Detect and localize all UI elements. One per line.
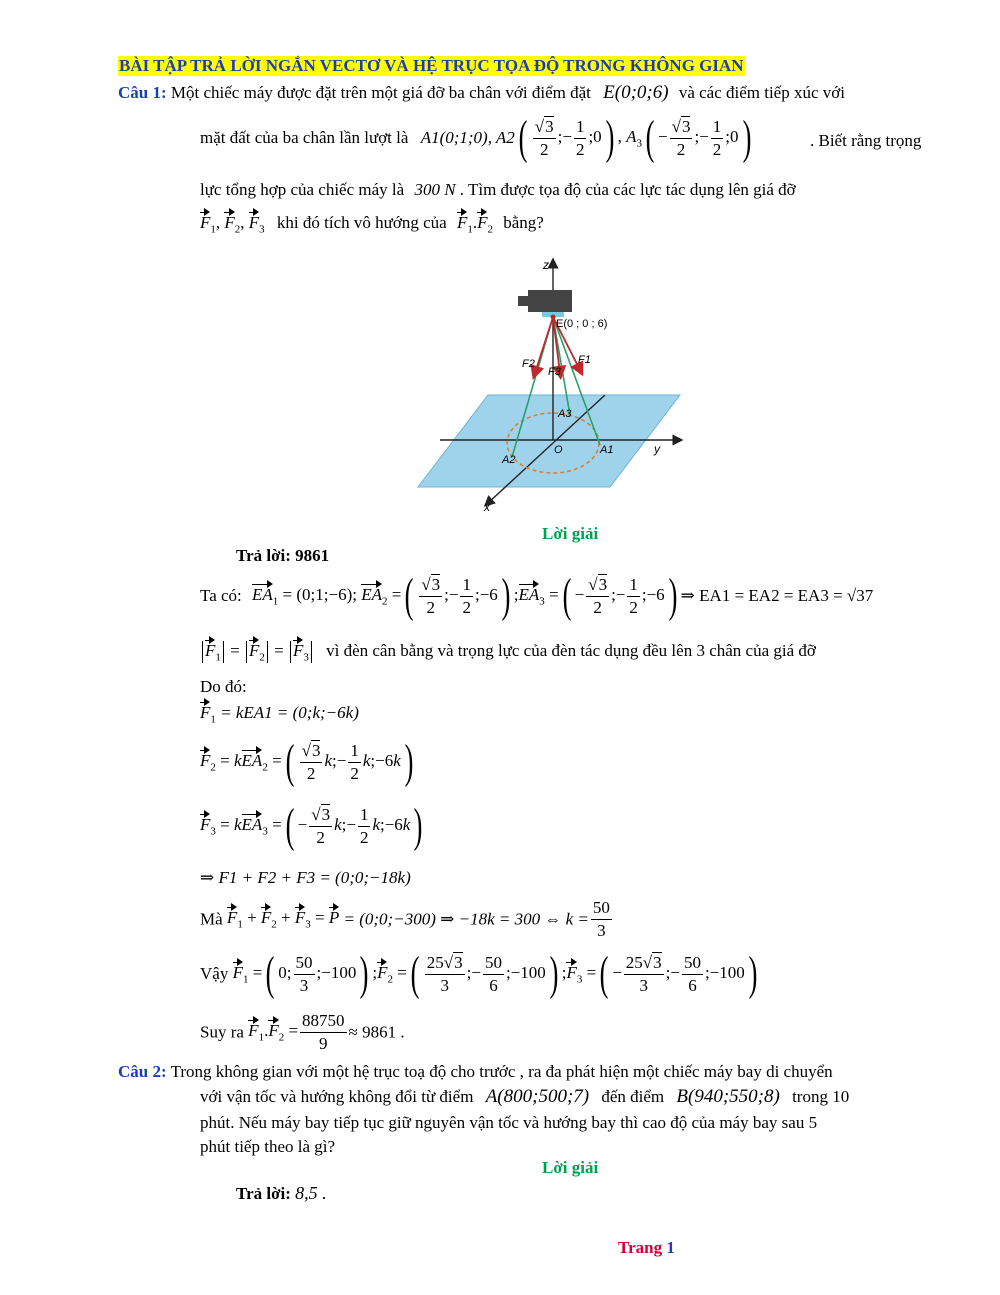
label-f2: F2 <box>522 358 535 370</box>
answer-2-label: Trả lời: <box>236 1184 291 1203</box>
do-do-text: Do đó: <box>200 677 247 696</box>
label-a3: A3 <box>558 408 572 420</box>
page-number: 1 <box>666 1238 675 1257</box>
label-a1: A1 <box>600 444 614 456</box>
label-f1: F1 <box>578 354 591 366</box>
question-1-line-4-text: khi đó tích vô hướng của <box>276 213 447 232</box>
question-1-line-3-text: lực tổng hợp của chiếc máy là <box>200 180 405 199</box>
question-1-line-3-end: . Tìm được tọa độ của các lực tác dụng lên giá đỡ <box>459 180 796 199</box>
label-x: x <box>484 500 490 514</box>
solution-label-1: Lời giải <box>542 524 599 543</box>
ea1-value: = (0;1;−6); <box>282 584 357 604</box>
vay-text: Vậy <box>200 964 229 983</box>
answer-2 <box>236 1183 327 1204</box>
label-z: z <box>543 258 549 272</box>
sum-equation <box>200 868 411 888</box>
f3-equation: $F_3 = kEA_3$ =( − $\frac{√3}{2}$ k;− $\frac{1}{2}$ k;−6k) <box>200 799 423 852</box>
page-word: Trang <box>618 1238 663 1257</box>
question-1-label: Câu 1: <box>118 83 167 102</box>
approx-result: ≈ 9861 . <box>348 1022 405 1042</box>
point-a1-a2: A1(0;1;0), A2 <box>420 128 515 147</box>
label-e: E(0 ; 0 ; 6) <box>556 318 608 330</box>
label-o: O <box>554 444 563 456</box>
suy-ra-text: Suy ra <box>200 1022 244 1042</box>
question-2-line-2 <box>200 1086 950 1108</box>
label-f3: F3 <box>548 366 561 378</box>
magnitude-line: $F_1 = F_2 = F_3$ vì đèn cân bằng và trọng lực của đèn tác dụng đều lên 3 chân của giá đỡ <box>200 641 816 663</box>
force-value: 300 N <box>414 180 456 199</box>
tripod-figure <box>410 255 690 520</box>
point-b: B(940;550;8) <box>676 1086 780 1107</box>
page-title: BÀI TẬP TRẢ LỜI NGẮN VECTƠ VÀ HỆ TRỤC TỌA ĐỘ TRONG KHÔNG GIAN <box>119 56 744 75</box>
f2-equation: $F_2 = kEA_2$ =( $\frac{√3}{2}$ k;− $\frac{1}{2}$ k;−6k) <box>200 735 414 788</box>
sum-value: ⇒ F1 + F2 + F3 = (0;0;−18k) <box>200 868 411 887</box>
ma-text: Mà <box>200 909 223 929</box>
equilibrium-reason: vì đèn cân bằng và trọng lực của đèn tác dụng đều lên 3 chân của giá đỡ <box>326 641 816 660</box>
vay-equation: Vậy $F_1$ =( 0; $\frac{50}{3}$ ;−100) $;F_2$ =( $\frac{25√3}{3}$ ;− $\frac{50}{6}$ ;−100) $;F_3$ =( − $\frac{25√3}{3}$ ;− $\frac{50}{6}$ ;−100) <box>200 947 758 1000</box>
ma-equation: Mà $F_1 + F_2 + F_3 = P$ = (0;0;−300) ⇒ −18k = 300 ⇔ k = $\frac{50}{3}$ <box>200 898 610 940</box>
suy-ra-equation: Suy ra $F_1.F_2$ = $\frac{88750}{9}$ ≈ 9861 . <box>200 1011 405 1053</box>
f1-equation: $F_1 = kEA1$ = (0;k;−6k) <box>200 703 359 726</box>
question-2-line-4: phút tiếp theo là gì? <box>200 1137 336 1156</box>
question-2-line-1 <box>118 1062 950 1082</box>
point-a: A(800;500;7) <box>485 1086 590 1107</box>
question-1-line-2: mặt đất của ba chân lần lượt là A1(0;1;0), A2( $\frac{√3}{2}$ ;− $\frac{1}{2}$ ;0) , $A_3$( − $\frac{√3}{2}$ ;− $\frac{1}{2}$ ;0) <box>200 111 751 164</box>
question-1-line-3 <box>200 180 950 200</box>
question-2-text: Trong không gian với một hệ trục toạ độ cho trước , ra đa phát hiện một chiếc máy bay di chuyển <box>170 1062 833 1081</box>
question-2-line-2a: với vận tốc và hướng không đổi từ điểm <box>200 1087 474 1106</box>
force-f2 <box>535 317 553 373</box>
solution-label-2: Lời giải <box>542 1158 599 1177</box>
question-1-line-2-end: . Biết rằng trọng <box>810 131 922 150</box>
question-1-line-4-end: bằng? <box>503 213 544 232</box>
label-a2: A2 <box>502 454 516 466</box>
question-1-text-end: và các điểm tiếp xúc với <box>678 83 845 102</box>
machine-body <box>528 290 572 312</box>
question-1-line-2-text: mặt đất của ba chân lần lượt là <box>200 128 409 147</box>
solution-ea-line: Ta có: $EA_1$ = (0;1;−6); $EA_2$ =( $\frac{√3}{2}$ ;− $\frac{1}{2}$ ;−6) $;EA_3$ =( − $\frac{√3}{2}$ ;− $\frac{1}{2}$ ;−6) ⇒ EA1 = EA2 = EA3 = √37 <box>200 569 874 622</box>
question-2-line-3: phút. Nếu máy bay tiếp tục giữ nguyên vận tốc và hướng bay thì cao độ của máy bay sau 5 <box>200 1113 818 1132</box>
question-1-text: Một chiếc máy được đặt trên một giá đỡ ba chân với điểm đặt <box>170 83 591 102</box>
ta-co-text: Ta có: <box>200 586 242 605</box>
point-e: E(0;0;6) <box>603 82 669 103</box>
answer-2-value: 8,5 . <box>295 1183 327 1203</box>
ma-value: = (0;0;−300) ⇒ −18k = 300 ⇔ k = <box>343 909 589 929</box>
page-footer <box>618 1238 675 1258</box>
machine-lens <box>518 296 530 306</box>
question-1-line-1 <box>118 82 950 104</box>
question-2-line-2b: đến điểm <box>601 1087 665 1106</box>
question-1-line-4: $F_1$, $F_2$, $F_3$ khi đó tích vô hướng của $F_1.F_2$ bằng? <box>200 213 544 236</box>
point-e-dot <box>551 315 556 320</box>
ea-equal-result: ⇒ EA1 = EA2 = EA3 = √37 <box>680 586 874 605</box>
question-2-label: Câu 2: <box>118 1062 167 1081</box>
label-y: y <box>654 442 660 456</box>
f1-value: = kEA1 = (0;k;−6k) <box>220 703 359 722</box>
answer-1: Trả lời: 9861 <box>236 546 330 565</box>
question-2-line-2c: trong 10 <box>792 1087 850 1106</box>
